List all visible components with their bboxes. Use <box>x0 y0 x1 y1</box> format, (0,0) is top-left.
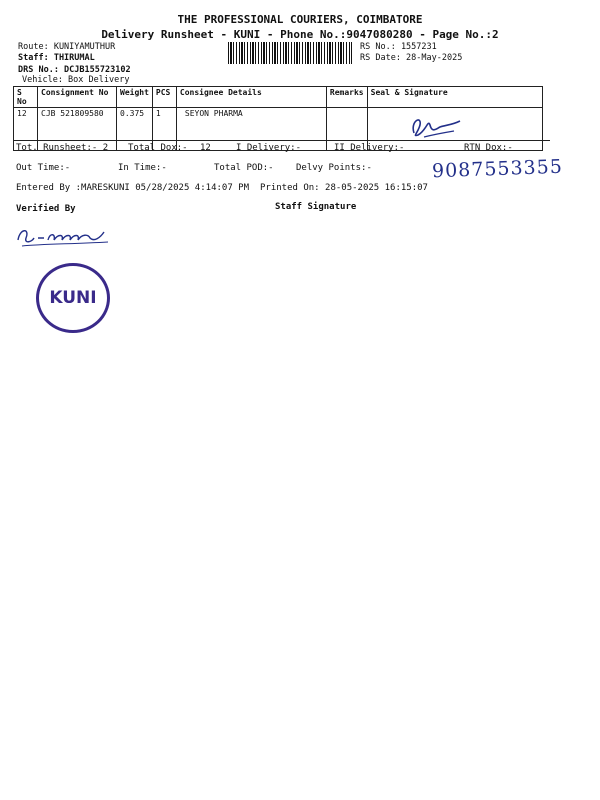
delvy-points: Delvy Points:- <box>296 163 372 173</box>
in-time: In Time:- <box>118 163 167 173</box>
rs-number: RS No.: 1557231 <box>360 42 437 52</box>
col-consignment: Consignment No <box>38 87 117 108</box>
col-remarks: Remarks <box>326 87 367 108</box>
col-sno: S No <box>14 87 38 108</box>
col-seal-signature: Seal & Signature <box>367 87 542 108</box>
out-time: Out Time:- <box>16 163 71 173</box>
entered-by: Entered By :MARESKUNI 05/28/2025 4:14:07 PM <box>16 183 249 193</box>
col-consignee: Consignee Details <box>176 87 326 108</box>
col-pcs: PCS <box>152 87 176 108</box>
kuni-stamp <box>36 263 110 333</box>
i-delivery: I Delivery:- <box>236 143 302 153</box>
table-header-row <box>14 87 543 108</box>
staff-signature-label: Staff Signature <box>275 202 357 212</box>
runsheet-title: Delivery Runsheet - KUNI - Phone No.:9047080280 - Page No.:2 <box>101 28 499 41</box>
total-dox-value: 12 <box>200 143 211 153</box>
handwritten-phone: 9087553355 <box>431 155 564 183</box>
route: Route: KUNIYAMUTHUR <box>18 42 116 52</box>
cell-sno: 12 <box>14 108 38 151</box>
ii-delivery: II Delivery:- <box>334 143 405 153</box>
cell-pcs: 1 <box>152 108 176 151</box>
tot-runsheet: Tot. Runsheet:- 2 <box>16 143 109 153</box>
printed-on: Printed On: 28-05-2025 16:15:07 <box>260 183 428 193</box>
runsheet-table <box>13 86 543 151</box>
divider <box>13 140 550 141</box>
staff: Staff: THIRUMAL <box>18 53 95 63</box>
barcode <box>228 42 352 64</box>
cell-consignee: SEYON PHARMA <box>176 108 326 151</box>
verified-signature-icon <box>12 222 112 252</box>
total-pod: Total POD:- <box>214 163 274 173</box>
signature-scribble-icon <box>406 111 466 143</box>
vehicle: Vehicle: Box Delivery <box>22 75 130 85</box>
stamp-text: KUNI <box>49 288 97 308</box>
verified-by: Verified By <box>16 204 76 214</box>
company-name: THE PROFESSIONAL COURIERS, COIMBATORE <box>177 13 423 26</box>
drs-number: DRS No.: DCJB155723102 <box>18 65 131 75</box>
cell-consignment: CJB 521809580 <box>38 108 117 151</box>
rtn-dox: RTN Dox:- <box>464 143 513 153</box>
total-dox-label: Total Dox:- <box>128 143 188 153</box>
cell-weight: 0.375 <box>117 108 153 151</box>
col-weight: Weight <box>117 87 153 108</box>
rs-date: RS Date: 28-May-2025 <box>360 53 463 63</box>
